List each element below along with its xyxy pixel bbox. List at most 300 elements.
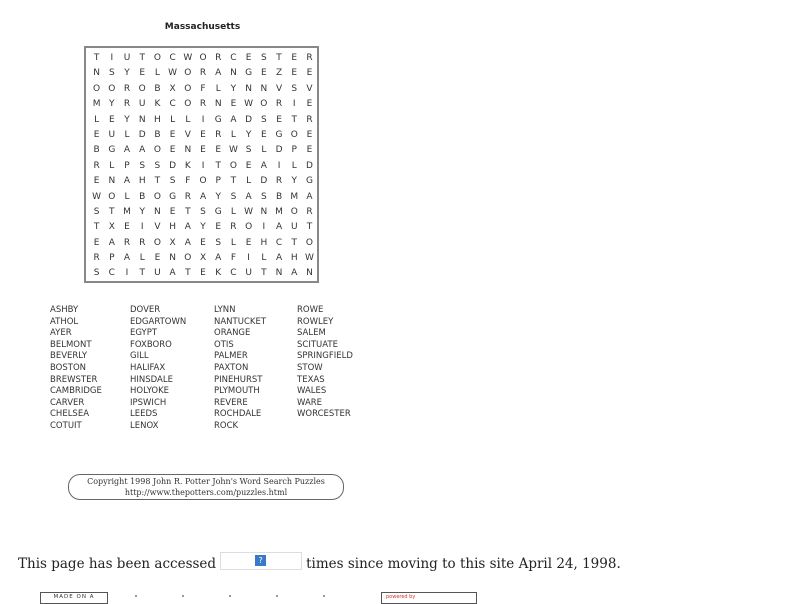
- grid-cell: O: [93, 83, 101, 94]
- grid-cell: E: [306, 99, 313, 110]
- grid-row: [89, 220, 317, 235]
- grid-cell: A: [184, 237, 191, 248]
- grid-cell: G: [214, 114, 222, 125]
- grid-cell: W: [183, 53, 193, 63]
- grid-cell: A: [199, 191, 207, 202]
- word-item: CHELSEA: [50, 409, 90, 420]
- grid-row: [89, 51, 317, 66]
- grid-cell: U: [108, 129, 116, 140]
- grid-cell: W: [304, 253, 314, 264]
- grid-cell: O: [229, 160, 237, 171]
- grid-cell: C: [275, 237, 283, 248]
- grid-cell: A: [169, 268, 176, 279]
- grid-cell: N: [169, 253, 176, 264]
- grid-cell: R: [199, 68, 207, 79]
- grid-cell: S: [93, 206, 100, 217]
- grid-cell: O: [290, 206, 298, 217]
- grid-cell: L: [109, 160, 115, 171]
- grid-cell: A: [139, 145, 146, 156]
- grid-cell: S: [108, 68, 115, 79]
- grid-cell: T: [93, 222, 100, 233]
- grid-row: [89, 97, 317, 112]
- word-item: SALEM: [297, 328, 326, 339]
- grid-cell: T: [230, 176, 237, 187]
- grid-cell: I: [110, 53, 114, 63]
- grid-cell: E: [291, 68, 298, 79]
- word-item: PALMER: [214, 351, 248, 362]
- grid-cell: F: [185, 176, 191, 187]
- word-item: AYER: [50, 328, 72, 339]
- grid-cell: O: [305, 237, 313, 248]
- grid-cell: E: [245, 53, 252, 63]
- grid-cell: E: [108, 114, 115, 125]
- grid-cell: M: [290, 191, 299, 202]
- grid-cell: U: [123, 53, 131, 63]
- word-item: CAMBRIDGE: [50, 386, 102, 397]
- grid-cell: E: [306, 68, 313, 79]
- grid-cell: Y: [200, 222, 206, 233]
- grid-cell: E: [93, 129, 100, 140]
- grid-cell: A: [291, 268, 298, 279]
- grid-cell: P: [109, 253, 115, 264]
- grid-cell: G: [275, 129, 283, 140]
- grid-cell: G: [214, 206, 222, 217]
- grid-cell: S: [169, 176, 176, 187]
- word-item: COTUIT: [50, 420, 82, 431]
- grid-cell: D: [169, 160, 177, 171]
- grid-cell: L: [170, 114, 176, 125]
- grid-cell: A: [245, 191, 252, 202]
- grid-cell: L: [154, 68, 160, 79]
- grid-cell: E: [306, 145, 313, 156]
- grid-cell: T: [154, 176, 161, 187]
- grid-cell: T: [93, 53, 100, 63]
- word-item: HINSDALE: [130, 374, 173, 385]
- grid-cell: L: [261, 253, 267, 264]
- grid-row: [89, 159, 317, 174]
- grid-cell: S: [245, 145, 252, 156]
- grid-cell: K: [184, 160, 191, 171]
- grid-cell: S: [139, 160, 146, 171]
- grid-cell: X: [169, 83, 176, 94]
- grid-cell: C: [108, 268, 115, 279]
- grid-cell: R: [184, 191, 191, 202]
- grid-cell: A: [215, 68, 222, 79]
- grid-cell: C: [169, 53, 176, 63]
- grid-cell: V: [154, 222, 161, 233]
- grid-cell: N: [245, 83, 252, 94]
- grid-cell: S: [260, 191, 267, 202]
- grid-cell: E: [230, 99, 237, 110]
- grid-cell: A: [260, 160, 267, 171]
- word-item: ORANGE: [214, 328, 251, 339]
- grid-cell: E: [93, 237, 100, 248]
- grid-cell: E: [200, 268, 206, 279]
- grid-cell: W: [228, 145, 238, 156]
- grid-cell: Y: [124, 114, 130, 125]
- grid-cell: N: [260, 83, 268, 94]
- grid-cell: V: [306, 83, 313, 94]
- puzzle-title: Massachusetts: [164, 22, 241, 32]
- grid-cell: X: [169, 237, 176, 248]
- grid-cell: G: [305, 176, 313, 187]
- grid-cell: U: [154, 268, 161, 279]
- grid-cell: U: [138, 99, 146, 110]
- grid-cell: T: [215, 160, 221, 171]
- grid-cell: L: [261, 145, 267, 156]
- word-item: NANTUCKET: [214, 316, 267, 327]
- grid-cell: I: [262, 222, 266, 233]
- grid-cell: C: [230, 53, 237, 63]
- grid-cell: E: [291, 53, 298, 63]
- grid-cell: U: [290, 222, 298, 233]
- grid-cell: G: [108, 145, 116, 156]
- grid-cell: O: [184, 68, 192, 79]
- grid-cell: T: [139, 268, 145, 279]
- grid-cell: R: [306, 206, 313, 217]
- grid-cell: B: [154, 83, 161, 94]
- grid-cell: A: [123, 145, 131, 156]
- word-item: ATHOL: [50, 316, 79, 327]
- word-item: GILL: [130, 351, 149, 362]
- grid-cell: R: [215, 129, 222, 140]
- grid-cell: E: [93, 176, 100, 187]
- grid-row: [89, 128, 317, 143]
- word-column: [130, 305, 215, 433]
- grid-cell: R: [123, 237, 131, 248]
- grid-cell: N: [275, 268, 283, 279]
- grid-cell: T: [185, 268, 191, 279]
- grid-cell: X: [108, 222, 115, 233]
- word-item: LENOX: [130, 420, 159, 431]
- copyright-url-link[interactable]: http://www.thepotters.com/puzzles.html: [124, 488, 288, 497]
- access-counter-line: [18, 555, 621, 573]
- grid-cell: W: [92, 191, 102, 202]
- word-item: ROWE: [297, 305, 324, 315]
- grid-cell: N: [306, 268, 313, 279]
- word-item: PAXTON: [214, 362, 249, 373]
- grid-cell: Y: [245, 129, 252, 140]
- grid-cell: O: [153, 237, 161, 248]
- word-column: [297, 305, 382, 421]
- grid-cell: S: [215, 237, 222, 248]
- grid-cell: N: [184, 145, 192, 156]
- grid-cell: E: [169, 206, 176, 217]
- dot: [323, 595, 325, 597]
- grid-cell: A: [230, 114, 237, 125]
- word-item: HALIFAX: [130, 362, 166, 373]
- access-text-before: This page has been accessed: [18, 556, 217, 572]
- word-item: BREWSTER: [50, 374, 98, 385]
- grid-row: [89, 190, 317, 205]
- grid-cell: O: [153, 191, 161, 202]
- grid-cell: O: [245, 222, 253, 233]
- grid-cell: L: [94, 114, 100, 125]
- grid-cell: R: [275, 99, 283, 110]
- grid-cell: N: [230, 68, 237, 79]
- grid-cell: X: [199, 253, 207, 264]
- dot: [182, 595, 184, 597]
- grid-cell: E: [306, 129, 313, 140]
- grid-cell: A: [275, 253, 283, 264]
- grid-cell: T: [185, 206, 191, 217]
- grid-cell: B: [93, 145, 100, 156]
- grid-cell: W: [168, 68, 178, 79]
- access-text-after: times since moving to this site April 24, 1998.: [306, 556, 621, 572]
- grid-cell: I: [277, 160, 281, 171]
- word-item: HOLYOKE: [130, 386, 170, 397]
- grid-cell: O: [138, 83, 146, 94]
- grid-cell: B: [275, 191, 283, 202]
- grid-row: [89, 113, 317, 128]
- grid-cell: L: [124, 191, 130, 202]
- word-item: EDGARTOWN: [130, 316, 187, 327]
- copyright-box: [68, 474, 344, 500]
- grid-row: [89, 174, 317, 189]
- grid-cell: R: [123, 83, 131, 94]
- grid-cell: N: [154, 206, 161, 217]
- grid-cell: K: [154, 99, 161, 110]
- grid-cell: P: [291, 145, 297, 156]
- word-item: PINEHURST: [214, 374, 263, 385]
- grid-cell: D: [275, 145, 283, 156]
- grid-cell: T: [276, 53, 282, 63]
- grid-cell: A: [123, 176, 131, 187]
- grid-cell: R: [139, 237, 146, 248]
- word-item: IPSWICH: [130, 397, 167, 408]
- grid-row: [89, 82, 317, 97]
- separator-dots: [135, 595, 325, 597]
- grid-cell: M: [92, 99, 101, 110]
- grid-cell: E: [260, 129, 267, 140]
- grid-cell: Y: [109, 99, 115, 110]
- grid-cell: N: [93, 68, 100, 79]
- grid-cell: A: [215, 253, 222, 264]
- grid-cell: U: [245, 268, 252, 279]
- word-column: [50, 305, 135, 433]
- grid-cell: T: [109, 206, 115, 217]
- grid-cell: P: [124, 160, 130, 171]
- grid-cell: E: [276, 114, 282, 125]
- grid-cell: B: [139, 191, 146, 202]
- grid-cell: Y: [291, 176, 297, 187]
- grid-cell: S: [93, 268, 100, 279]
- grid-cell: O: [184, 253, 192, 264]
- grid-cell: V: [275, 83, 283, 94]
- word-item: BELMONT: [50, 339, 92, 350]
- grid-cell: V: [184, 129, 191, 140]
- grid-cell: T: [139, 53, 145, 63]
- grid-cell: E: [200, 145, 206, 156]
- grid-cell: A: [108, 237, 115, 248]
- grid-cell: L: [291, 160, 297, 171]
- grid-cell: A: [306, 191, 313, 202]
- grid-cell: E: [200, 129, 206, 140]
- word-item: WARE: [297, 397, 323, 408]
- word-item: ASHBY: [50, 305, 79, 315]
- grid-cell: D: [305, 160, 313, 171]
- grid-cell: L: [230, 129, 236, 140]
- grid-cell: O: [184, 99, 192, 110]
- grid-row: [89, 251, 317, 266]
- word-item: BOSTON: [50, 362, 87, 373]
- grid-row: [89, 205, 317, 220]
- word-item: LYNN: [214, 305, 236, 315]
- grid-cell: Y: [230, 83, 237, 94]
- grid-cell: G: [169, 191, 177, 202]
- grid-cell: R: [230, 222, 237, 233]
- grid-cell: C: [169, 99, 176, 110]
- grid-cell: P: [215, 176, 221, 187]
- grid-cell: W: [244, 206, 254, 217]
- grid-cell: M: [275, 206, 283, 217]
- grid-cell: L: [230, 237, 236, 248]
- grid-cell: E: [200, 237, 206, 248]
- grid-row: [89, 66, 317, 81]
- grid-cell: Y: [124, 68, 130, 79]
- grid-cell: D: [245, 114, 253, 125]
- grid-cell: S: [230, 191, 237, 202]
- footer-banner[interactable]: powered by: [381, 592, 477, 604]
- grid-cell: S: [154, 160, 161, 171]
- grid-row: [89, 143, 317, 158]
- grid-cell: N: [108, 176, 116, 187]
- word-item: ROWLEY: [297, 316, 334, 327]
- grid-cell: T: [291, 114, 297, 125]
- word-item: TEXAS: [297, 374, 325, 385]
- grid-cell: E: [154, 253, 161, 264]
- word-item: WORCESTER: [297, 409, 351, 420]
- grid-cell: H: [138, 176, 146, 187]
- grid-cell: T: [306, 222, 313, 233]
- grid-row: [89, 266, 317, 281]
- grid-cell: O: [153, 53, 161, 63]
- grid-cell: O: [199, 53, 207, 63]
- grid-cell: O: [290, 129, 298, 140]
- word-item: SPRINGFIELD: [297, 351, 353, 362]
- grid-cell: E: [245, 160, 252, 171]
- grid-cell: Y: [139, 206, 145, 217]
- grid-cell: E: [139, 68, 146, 79]
- grid-cell: Z: [275, 68, 283, 79]
- grid-cell: L: [124, 129, 130, 140]
- grid-cell: H: [260, 237, 268, 248]
- word-item: WALES: [297, 386, 327, 397]
- grid-cell: N: [214, 99, 222, 110]
- grid-cell: E: [215, 222, 222, 233]
- grid-cell: O: [108, 191, 116, 202]
- grid-cell: R: [275, 176, 283, 187]
- grid-cell: D: [260, 176, 268, 187]
- word-item: FOXBORO: [130, 339, 172, 350]
- grid-cell: N: [260, 206, 268, 217]
- grid-cell: L: [230, 206, 236, 217]
- grid-cell: K: [215, 268, 222, 279]
- grid-cell: E: [215, 145, 222, 156]
- grid-cell: B: [154, 129, 161, 140]
- grid-cell: L: [246, 176, 252, 187]
- grid-cell: S: [291, 83, 298, 94]
- grid-cell: F: [230, 253, 237, 264]
- grid-cell: L: [139, 253, 145, 264]
- word-item: REVERE: [214, 397, 248, 408]
- grid-cell: E: [169, 145, 176, 156]
- grid-cell: A: [184, 222, 191, 233]
- grid-row: [89, 236, 317, 251]
- broken-image-icon: ?: [255, 555, 266, 566]
- grid-cell: O: [260, 99, 268, 110]
- grid-cell: O: [153, 145, 161, 156]
- grid-cell: I: [140, 222, 144, 233]
- grid-cell: A: [123, 253, 131, 264]
- grid-cell: E: [169, 129, 176, 140]
- word-item: ROCHDALE: [214, 409, 262, 420]
- grid-cell: S: [260, 53, 267, 63]
- grid-cell: L: [215, 83, 221, 94]
- hit-counter: [220, 552, 302, 570]
- grid-cell: T: [261, 268, 267, 279]
- grid-cell: R: [199, 99, 207, 110]
- grid-cell: O: [199, 176, 207, 187]
- grid-cell: L: [185, 114, 191, 125]
- grid-cell: I: [125, 268, 129, 279]
- grid-cell: R: [215, 53, 222, 63]
- grid-cell: I: [292, 99, 296, 110]
- grid-cell: G: [245, 68, 253, 79]
- grid-cell: F: [200, 83, 206, 94]
- grid-cell: N: [138, 114, 146, 125]
- word-item: SCITUATE: [297, 339, 338, 350]
- dot: [276, 595, 278, 597]
- grid-cell: H: [154, 114, 161, 125]
- grid-cell: I: [201, 160, 205, 171]
- grid-cell: S: [260, 114, 267, 125]
- word-column: [214, 305, 299, 433]
- dot: [135, 595, 137, 597]
- word-item: OTIS: [214, 339, 234, 350]
- grid-cell: I: [201, 114, 205, 125]
- word-item: BEVERLY: [50, 351, 88, 362]
- grid-cell: H: [169, 222, 176, 233]
- word-search-grid: [84, 46, 319, 283]
- grid-cell: E: [260, 68, 267, 79]
- grid-cell: E: [124, 222, 130, 233]
- made-on-badge[interactable]: MADE ON A: [40, 592, 108, 604]
- grid-cell: D: [138, 129, 146, 140]
- grid-cell: A: [275, 222, 283, 233]
- grid-cell: R: [306, 114, 313, 125]
- grid-cell: E: [245, 237, 252, 248]
- word-item: DOVER: [130, 305, 161, 315]
- grid-cell: W: [244, 99, 254, 110]
- word-item: ROCK: [214, 420, 239, 431]
- grid-cell: M: [123, 206, 131, 217]
- grid-cell: H: [290, 253, 298, 264]
- word-item: STOW: [297, 362, 323, 373]
- grid-cell: T: [291, 237, 297, 248]
- grid-cell: R: [93, 253, 100, 264]
- copyright-line: Copyright 1998 John R. Potter John's Word Search Puzzles: [87, 477, 325, 486]
- grid-cell: I: [247, 253, 250, 264]
- grid-cell: C: [230, 268, 237, 279]
- grid-cell: O: [184, 83, 192, 94]
- grid-cell: R: [123, 99, 131, 110]
- word-item: PLYMOUTH: [214, 386, 260, 397]
- grid-cell: R: [93, 160, 100, 171]
- word-item: LEEDS: [130, 409, 158, 420]
- grid-cell: R: [306, 53, 313, 63]
- word-item: CARVER: [50, 397, 85, 408]
